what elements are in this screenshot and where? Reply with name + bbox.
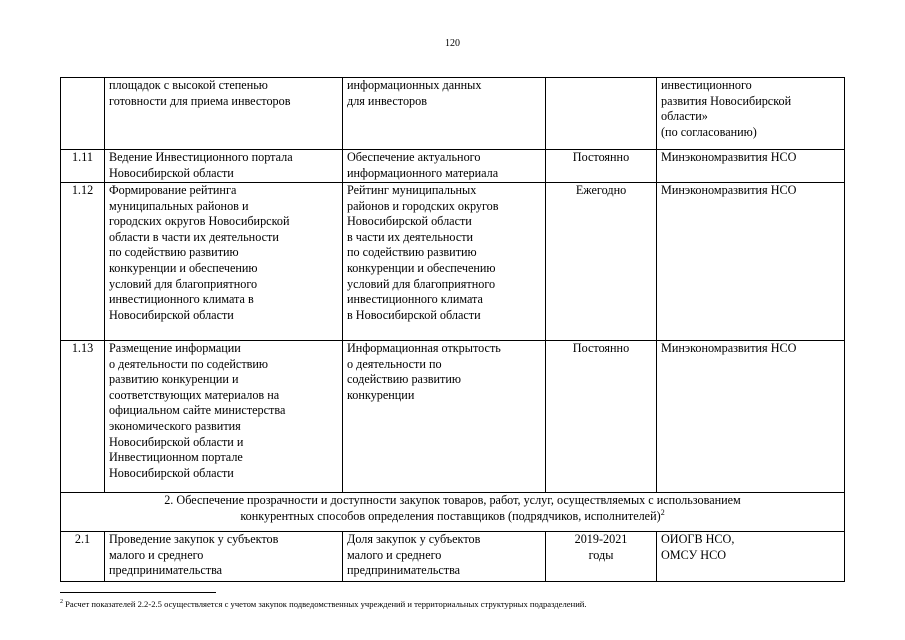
period-cell [546,532,657,582]
period-line: годы [588,547,614,562]
responsible-line: (по согласованию) [661,124,757,139]
event-line: инвестиционного климата в [109,292,254,307]
period-line: Ежегодно [575,183,627,197]
table-row [61,532,845,582]
result-line: конкуренции [347,387,415,402]
result-line: Доля закупок у субъектов [347,532,481,546]
section-title-text: конкурентных способов определения поставщиков (подрядчиков, исполнителей) [240,508,661,523]
result-line: Информационная открытость [347,341,501,355]
event-line: Новосибирской области [109,465,234,480]
event-line: Новосибирской области и [109,434,244,449]
event-line: области в части их деятельности [109,229,279,244]
page-number: 120 [445,38,460,49]
event-line: экономического развития [109,418,241,433]
result-line: информационного материала [347,165,499,180]
event-line: Новосибирской области [109,307,234,322]
responsible-line: Минэкономразвития НСО [661,183,797,197]
event-line: Инвестиционном портале [109,450,243,465]
period-cell [546,341,657,493]
responsible-cell [657,341,845,493]
footnote-mark: 2 [60,599,63,606]
event-line: Проведение закупок у субъектов [109,532,279,546]
event-cell [105,532,343,582]
event-line: Новосибирской области [109,165,234,180]
row-number-cell [61,78,105,150]
result-line: информационных данных [347,78,482,92]
event-line: малого и среднего [109,547,204,562]
result-cell [343,150,546,183]
event-line: площадок с высокой степенью [109,78,268,92]
result-line: Обеспечение актуального [347,150,481,164]
result-cell [343,341,546,493]
table-row [61,341,845,493]
event-line: развитию конкуренции и [109,372,239,387]
result-line: Новосибирской области [347,214,472,229]
event-line: конкуренции и обеспечению [109,260,258,275]
event-cell [105,78,343,150]
period-line: Постоянно [572,150,630,164]
result-line: о деятельности по [347,356,442,371]
footnote-separator [60,592,216,593]
responsible-line: развития Новосибирской [661,93,792,108]
result-cell [343,532,546,582]
event-line: условий для благоприятного [109,276,258,291]
footnote-text: Расчет показателей 2.2-2.5 осуществляется с учетом закупок подведомственных учреждений и территориальных структурных подразделений. [63,599,587,609]
result-cell [343,78,546,150]
result-line: Рейтинг муниципальных [347,183,477,197]
result-line: предпринимательства [347,563,461,578]
event-line: Формирование рейтинга [109,183,237,197]
responsible-cell [657,78,845,150]
event-line: о деятельности по содействию [109,356,269,371]
section-header-row [61,493,845,532]
event-cell [105,341,343,493]
table-row [61,183,845,341]
period-cell [546,183,657,341]
responsible-line: Минэкономразвития НСО [661,150,797,164]
result-line: районов и городских округов [347,198,499,213]
event-line: городских округов Новосибирской [109,214,290,229]
responsible-line: ОМСУ НСО [661,547,727,562]
result-line: для инвесторов [347,93,427,108]
event-line: предпринимательства [109,563,223,578]
table-row [61,150,845,183]
event-line: муниципальных районов и [109,198,249,213]
result-line: в Новосибирской области [347,307,481,322]
table-row [61,78,845,150]
responsible-line: инвестиционного [661,78,752,92]
event-line: соответствующих материалов на [109,387,280,402]
event-line: готовности для приема инвесторов [109,93,291,108]
event-cell [105,150,343,183]
event-line: Размещение информации [109,341,241,355]
period-line: 2019-2021 [574,532,628,546]
responsible-line: ОИОГВ НСО, [661,532,735,546]
responsible-cell [657,183,845,341]
section-title-line: 2. Обеспечение прозрачности и доступности закупок товаров, работ, услуг, осуществляемых с использованием [164,493,741,507]
result-line: по содействию развитию [347,245,477,260]
result-line: малого и среднего [347,547,442,562]
result-line: конкуренции и обеспечению [347,260,496,275]
result-line: инвестиционного климата [347,292,483,307]
event-line: Ведение Инвестиционного портала [109,150,293,164]
row-number-cell: 2.1 [61,532,105,582]
event-cell [105,183,343,341]
period-line: Постоянно [572,341,630,355]
section-title-cell [61,493,845,532]
responsible-cell [657,150,845,183]
section-title-line [65,509,840,525]
row-number-cell: 1.13 [61,341,105,493]
period-cell [546,150,657,183]
result-cell [343,183,546,341]
footnote-reference[interactable]: 2 [660,507,665,517]
result-line: содействию развитию [347,372,461,387]
responsible-line: Минэкономразвития НСО [661,341,797,355]
footnote [60,599,587,609]
result-line: условий для благоприятного [347,276,496,291]
responsible-line: области» [661,109,708,124]
result-line: в части их деятельности [347,229,474,244]
row-number-cell: 1.11 [61,150,105,183]
event-line: по содействию развитию [109,245,239,260]
event-line: официальном сайте министерства [109,403,286,418]
responsible-cell [657,532,845,582]
period-cell [546,78,657,150]
row-number-cell: 1.12 [61,183,105,341]
action-plan-table [60,77,845,582]
